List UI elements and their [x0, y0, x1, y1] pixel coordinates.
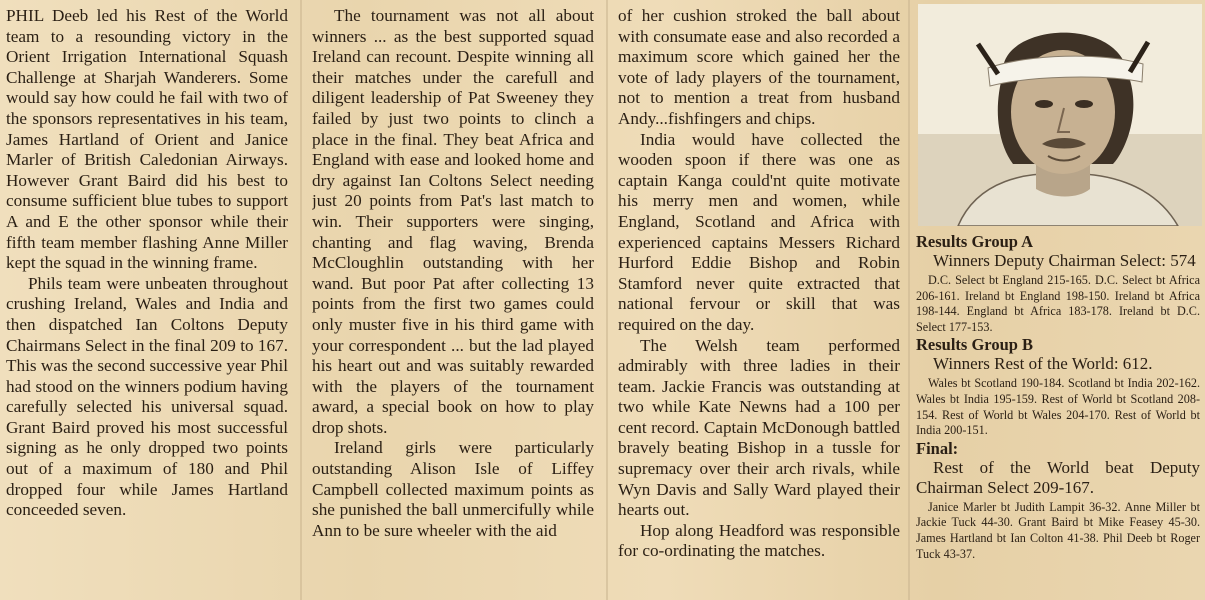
- final-result: Rest of the World beat Deputy Chairman Select 209-167.: [916, 457, 1200, 497]
- group-b-heading: Results Group B: [916, 335, 1034, 355]
- group-b-details: Wales bt Scotland 190-184. Scotland bt India 202-162. Wales bt India 195-159. Rest of World bt Scotland 208-154. Rest of World bt Wales 204-170. Rest of World bt India 200-151.: [916, 376, 1200, 438]
- paragraph: Hop along Headford was responsible for co-ordinating the matches.: [618, 520, 900, 561]
- final-heading: Final:: [916, 438, 959, 458]
- article-column-1: [6, 6, 288, 600]
- group-b-winner: Winners Rest of the World: 612.: [933, 354, 1153, 374]
- paragraph: The Welsh team performed admirably with three ladies in their team. Jackie Francis was outstanding at two while Kate Newns had a 100 per cent record. Captain McDonough battled bravely beating Bishop in a tussle for supremacy over their arch rivals, while Wyn Davis and Sally Ward played their hearts out.: [618, 335, 900, 520]
- final-details: Janice Marler bt Judith Lampit 36-32. Anne Miller bt Jackie Tuck 44-30. Grant Baird bt Mike Feasey 45-30. James Hartland bt Ian Colton 41-38. Phil Deeb bt Roger Tuck 43-37.: [916, 499, 1200, 561]
- portrait-illustration: [918, 4, 1202, 226]
- column-divider: [908, 0, 910, 600]
- paragraph: India would have collected the wooden spoon if there was one as captain Kanga could'nt quite motivate his merry men and women, while England, Scotland and Africa with experienced captains Messers Richard Hurford Eddie Bishop and Robin Stamford never quite extracted that national fervour or skill that was required on the day.: [618, 129, 900, 334]
- group-a-heading: Results Group A: [916, 232, 1034, 251]
- article-column-3: [618, 6, 900, 600]
- group-a-winner: Winners Deputy Chairman Select: 574: [933, 251, 1196, 270]
- paragraph: of her cushion stroked the ball about with consumate ease and also recorded a maximum score which gained her the vote of lady players of the tournament, not to mention a treat from husband Andy...fishfingers and chips.: [618, 6, 900, 128]
- article-column-2: [312, 6, 594, 600]
- paragraph: The tournament was not all about winners ... as the best supported squad Ireland can recount. Despite winning all their matches under the carefull and diligent leadership of Pat Sweeney they failed by just two points to clinch a place in the final. They beat Africa and England with ease and looked home and dry against Ian Coltons Select needing just 20 points from Pat's last match to win. Their supporters were singing, chanting and flag waving, Brenda McCloughlin outstanding with her wand. But poor Pat after collecting 13 points from the first two games could only muster five in his third game with your correspondent ... but the lad played his heart out and was suitably rewarded with the players of the tournament award, a special book on how to play drop shots.: [312, 6, 594, 437]
- paragraph: Phils team were unbeaten throughout crushing Ireland, Wales and India and then dispatched Ian Coltons Deputy Chairmans Select in the final 209 to 167. This was the second successive year Phil had stood on the winners podium having carefully selected his universal squad. Grant Baird proved his most successful signing as he only dropped two points out of a maximum of 180 and Phil dropped four while James Hartland conceeded seven.: [6, 273, 288, 520]
- player-portrait-photo: [918, 4, 1202, 226]
- results-box: [916, 232, 1200, 600]
- paragraph: Ireland girls were particularly outstanding Alison Isle of Liffey Campbell collected maximum points as she punished the ball unmercifully while Ann to be sure wheeler with the aid: [312, 438, 594, 540]
- paragraph: PHIL Deeb led his Rest of the World team to a resounding victory in the Orient Irrigation International Squash Challenge at Sharjah Wanderers. Some would say how could he fail with two of the sponsors representatives in his team, James Hartland of Orient and Janice Marler of British Caledonian Airways. However Grant Baird did his best to consume sufficient blue tubes to support A and E the other sponsor while their fifth team member flashing Anne Miller kept the squad in the winning frame.: [6, 6, 288, 273]
- group-a-details: D.C. Select bt England 215-165. D.C. Select bt Africa 206-161. Ireland bt England 198-150. Ireland bt Africa 198-144. England bt Africa 183-178. Ireland bt D.C. Select 177-153.: [916, 273, 1200, 334]
- column-divider: [300, 0, 302, 600]
- column-divider: [606, 0, 608, 600]
